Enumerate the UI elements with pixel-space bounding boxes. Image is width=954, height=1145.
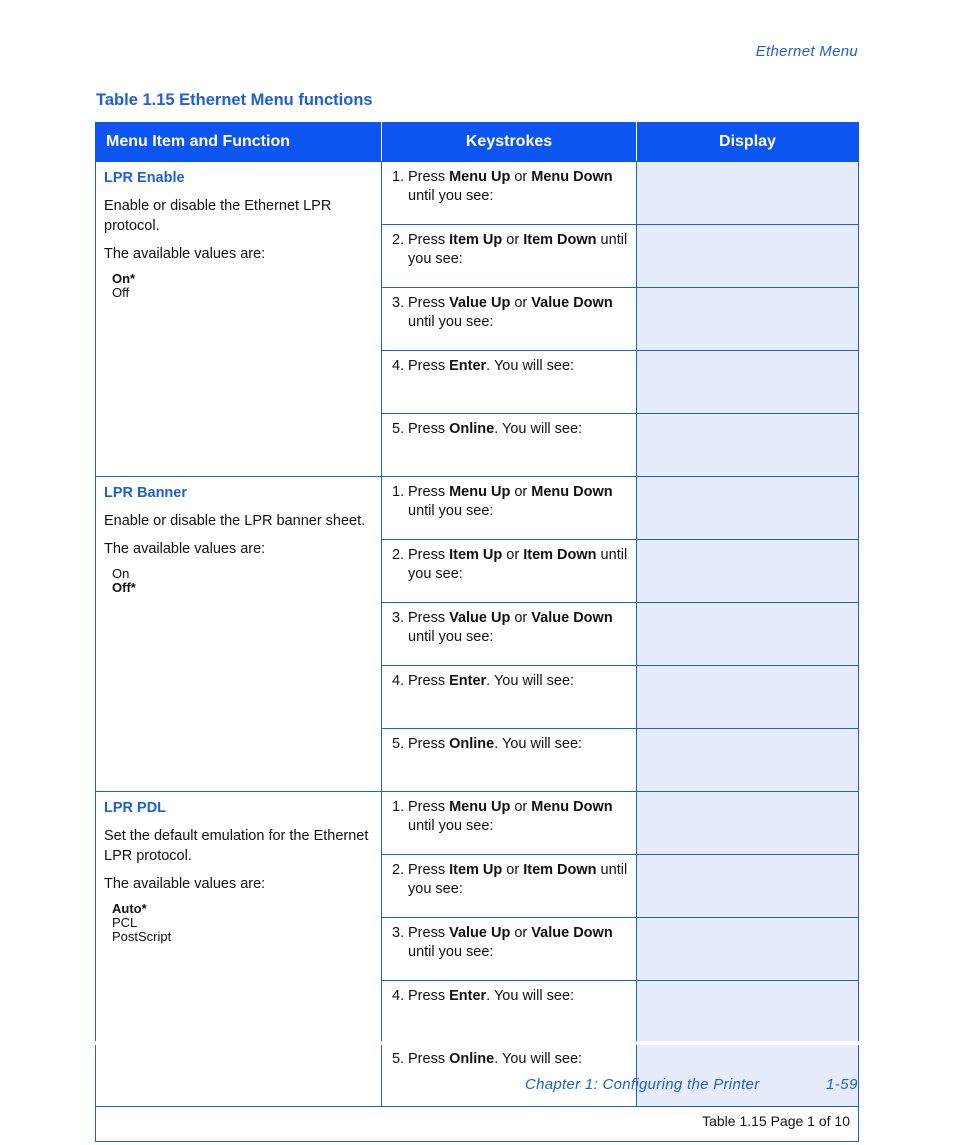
key-name: Value Up bbox=[449, 925, 511, 941]
key-name: Menu Down bbox=[531, 484, 613, 500]
step-text bbox=[408, 672, 574, 691]
step-number: 4. bbox=[392, 988, 405, 1004]
table-title: Table 1.15 Ethernet Menu functions bbox=[96, 91, 373, 109]
display-cell bbox=[637, 729, 859, 792]
step-fragment: or bbox=[510, 484, 532, 500]
step-fragment: . You will see: bbox=[494, 1051, 583, 1067]
step-text bbox=[408, 294, 628, 332]
keystroke-cell bbox=[382, 666, 637, 729]
step-fragment: Press bbox=[408, 484, 450, 500]
step-fragment: or bbox=[502, 862, 524, 878]
step-text bbox=[408, 357, 574, 376]
keystroke-step bbox=[392, 735, 628, 754]
key-name: Enter bbox=[449, 673, 487, 689]
key-name: Menu Up bbox=[449, 799, 511, 815]
keystroke-cell bbox=[382, 225, 637, 288]
menu-item-description: Enable or disable the Ethernet LPR protocol. bbox=[104, 198, 332, 234]
step-text bbox=[408, 168, 628, 206]
step-text bbox=[408, 231, 628, 269]
value-list bbox=[104, 272, 373, 300]
keystroke-step bbox=[392, 420, 628, 439]
key-name: Value Down bbox=[531, 925, 613, 941]
table-footer-cell bbox=[96, 1107, 859, 1142]
step-text bbox=[408, 924, 628, 962]
step-text bbox=[408, 609, 628, 647]
step-fragment: Press bbox=[408, 673, 450, 689]
header-display: Display bbox=[637, 123, 859, 162]
value-option: PCL bbox=[112, 915, 138, 930]
display-cell bbox=[637, 603, 859, 666]
keystroke-cell bbox=[382, 1044, 637, 1107]
step-fragment: or bbox=[510, 169, 532, 185]
step-fragment: Press bbox=[408, 988, 450, 1004]
available-values-label: The available values are: bbox=[104, 246, 266, 262]
display-cell bbox=[637, 666, 859, 729]
step-fragment: until you see: bbox=[408, 503, 494, 519]
display-cell bbox=[637, 288, 859, 351]
keystroke-cell bbox=[382, 162, 637, 225]
keystroke-cell bbox=[382, 477, 637, 540]
step-fragment: until you see: bbox=[408, 232, 628, 267]
keystroke-cell bbox=[382, 792, 637, 855]
keystroke-step bbox=[392, 798, 628, 836]
step-fragment: until you see: bbox=[408, 547, 628, 582]
step-fragment: . You will see: bbox=[486, 988, 575, 1004]
step-number: 2. bbox=[392, 862, 405, 878]
key-name: Enter bbox=[449, 358, 487, 374]
step-fragment: or bbox=[510, 799, 532, 815]
keystroke-cell bbox=[382, 981, 637, 1044]
key-name: Item Up bbox=[449, 862, 503, 878]
running-head: Ethernet Menu bbox=[755, 43, 858, 60]
table-header-row bbox=[96, 123, 859, 162]
display-cell bbox=[637, 918, 859, 981]
step-text bbox=[408, 987, 574, 1006]
key-name: Menu Down bbox=[531, 169, 613, 185]
display-cell bbox=[637, 540, 859, 603]
keystroke-step bbox=[392, 1050, 628, 1069]
key-name: Menu Up bbox=[449, 169, 511, 185]
key-name: Value Down bbox=[531, 295, 613, 311]
value-option: Auto* bbox=[112, 901, 147, 916]
key-name: Item Down bbox=[523, 547, 597, 563]
step-fragment: Press bbox=[408, 295, 450, 311]
step-fragment: Press bbox=[408, 421, 450, 437]
step-fragment: Press bbox=[408, 1051, 450, 1067]
step-fragment: Press bbox=[408, 799, 450, 815]
key-name: Value Up bbox=[449, 610, 511, 626]
keystroke-cell bbox=[382, 540, 637, 603]
table-body bbox=[96, 162, 859, 1107]
step-fragment: Press bbox=[408, 610, 450, 626]
step-fragment: Press bbox=[408, 925, 450, 941]
keystroke-step bbox=[392, 546, 628, 584]
value-option: Off* bbox=[112, 580, 136, 595]
keystroke-step bbox=[392, 483, 628, 521]
step-text bbox=[408, 546, 628, 584]
keystroke-step bbox=[392, 861, 628, 899]
step-text bbox=[408, 483, 628, 521]
available-values-label: The available values are: bbox=[104, 541, 266, 557]
step-fragment: Press bbox=[408, 358, 450, 374]
step-number: 3. bbox=[392, 925, 405, 941]
table-footer-row bbox=[96, 1107, 859, 1142]
table-row bbox=[96, 792, 859, 855]
step-text bbox=[408, 735, 582, 754]
table-bottom-open-edge bbox=[94, 1041, 860, 1045]
keystroke-step bbox=[392, 294, 628, 332]
table-page-note: Table 1.15 Page 1 of 10 bbox=[702, 1113, 850, 1129]
step-fragment: . You will see: bbox=[486, 358, 575, 374]
step-fragment: or bbox=[510, 610, 532, 626]
step-text bbox=[408, 420, 582, 439]
step-number: 5. bbox=[392, 1051, 405, 1067]
step-fragment: . You will see: bbox=[494, 736, 583, 752]
menu-item-name: LPR Enable bbox=[104, 170, 185, 186]
keystroke-cell bbox=[382, 603, 637, 666]
menu-item-cell bbox=[96, 477, 382, 792]
step-fragment: until you see: bbox=[408, 862, 628, 897]
step-fragment: until you see: bbox=[408, 188, 494, 204]
step-number: 1. bbox=[392, 484, 405, 500]
step-number: 2. bbox=[392, 547, 405, 563]
step-number: 4. bbox=[392, 358, 405, 374]
key-name: Value Down bbox=[531, 610, 613, 626]
step-fragment: Press bbox=[408, 736, 450, 752]
step-number: 2. bbox=[392, 232, 405, 248]
menu-item-name: LPR Banner bbox=[104, 485, 187, 501]
menu-item-description: Enable or disable the LPR banner sheet. bbox=[104, 513, 366, 529]
display-cell bbox=[637, 855, 859, 918]
display-cell bbox=[637, 351, 859, 414]
value-list bbox=[104, 567, 373, 595]
key-name: Item Down bbox=[523, 862, 597, 878]
footer-chapter: Chapter 1: Configuring the Printer bbox=[525, 1076, 760, 1093]
ethernet-menu-table bbox=[95, 122, 859, 1142]
keystroke-cell bbox=[382, 855, 637, 918]
step-number: 5. bbox=[392, 421, 405, 437]
keystroke-step bbox=[392, 609, 628, 647]
step-number: 5. bbox=[392, 736, 405, 752]
step-fragment: until you see: bbox=[408, 944, 494, 960]
display-cell bbox=[637, 981, 859, 1044]
key-name: Value Up bbox=[449, 295, 511, 311]
menu-item-name: LPR PDL bbox=[104, 800, 167, 816]
step-number: 3. bbox=[392, 295, 405, 311]
display-cell bbox=[637, 1044, 859, 1107]
step-fragment: until you see: bbox=[408, 818, 494, 834]
menu-item-cell bbox=[96, 162, 382, 477]
keystroke-step bbox=[392, 987, 628, 1006]
keystroke-cell bbox=[382, 918, 637, 981]
keystroke-step bbox=[392, 924, 628, 962]
key-name: Menu Up bbox=[449, 484, 511, 500]
key-name: Online bbox=[449, 1051, 495, 1067]
keystroke-step bbox=[392, 231, 628, 269]
header-menu-item: Menu Item and Function bbox=[96, 123, 382, 162]
display-cell bbox=[637, 414, 859, 477]
step-text bbox=[408, 861, 628, 899]
step-fragment: Press bbox=[408, 862, 450, 878]
step-fragment: or bbox=[510, 295, 532, 311]
step-fragment: or bbox=[502, 547, 524, 563]
step-fragment: Press bbox=[408, 232, 450, 248]
step-fragment: or bbox=[510, 925, 532, 941]
value-option: PostScript bbox=[112, 929, 172, 944]
table-row bbox=[96, 162, 859, 225]
step-fragment: until you see: bbox=[408, 629, 494, 645]
keystroke-cell bbox=[382, 729, 637, 792]
key-name: Menu Down bbox=[531, 799, 613, 815]
step-fragment: Press bbox=[408, 547, 450, 563]
key-name: Item Down bbox=[523, 232, 597, 248]
value-option: On* bbox=[112, 271, 136, 286]
step-number: 4. bbox=[392, 673, 405, 689]
step-fragment: or bbox=[502, 232, 524, 248]
keystroke-cell bbox=[382, 351, 637, 414]
key-name: Enter bbox=[449, 988, 487, 1004]
header-keystrokes: Keystrokes bbox=[382, 123, 637, 162]
display-cell bbox=[637, 477, 859, 540]
available-values-label: The available values are: bbox=[104, 876, 266, 892]
step-number: 3. bbox=[392, 610, 405, 626]
keystroke-cell bbox=[382, 288, 637, 351]
value-list bbox=[104, 902, 373, 944]
display-cell bbox=[637, 225, 859, 288]
step-text bbox=[408, 1050, 582, 1069]
keystroke-step bbox=[392, 357, 628, 376]
menu-item-cell bbox=[96, 792, 382, 1107]
step-number: 1. bbox=[392, 169, 405, 185]
key-name: Item Up bbox=[449, 547, 503, 563]
keystroke-cell bbox=[382, 414, 637, 477]
step-text bbox=[408, 798, 628, 836]
keystroke-step bbox=[392, 168, 628, 206]
display-cell bbox=[637, 792, 859, 855]
key-name: Online bbox=[449, 421, 495, 437]
step-number: 1. bbox=[392, 799, 405, 815]
menu-item-description: Set the default emulation for the Ethernet LPR protocol. bbox=[104, 828, 369, 864]
step-fragment: until you see: bbox=[408, 314, 494, 330]
step-fragment: . You will see: bbox=[486, 673, 575, 689]
key-name: Item Up bbox=[449, 232, 503, 248]
display-cell bbox=[637, 162, 859, 225]
value-option: Off bbox=[112, 285, 130, 300]
footer-page-number: 1-59 bbox=[825, 1076, 858, 1093]
step-fragment: Press bbox=[408, 169, 450, 185]
keystroke-step bbox=[392, 672, 628, 691]
key-name: Online bbox=[449, 736, 495, 752]
step-fragment: . You will see: bbox=[494, 421, 583, 437]
value-option: On bbox=[112, 566, 130, 581]
table-row bbox=[96, 477, 859, 540]
